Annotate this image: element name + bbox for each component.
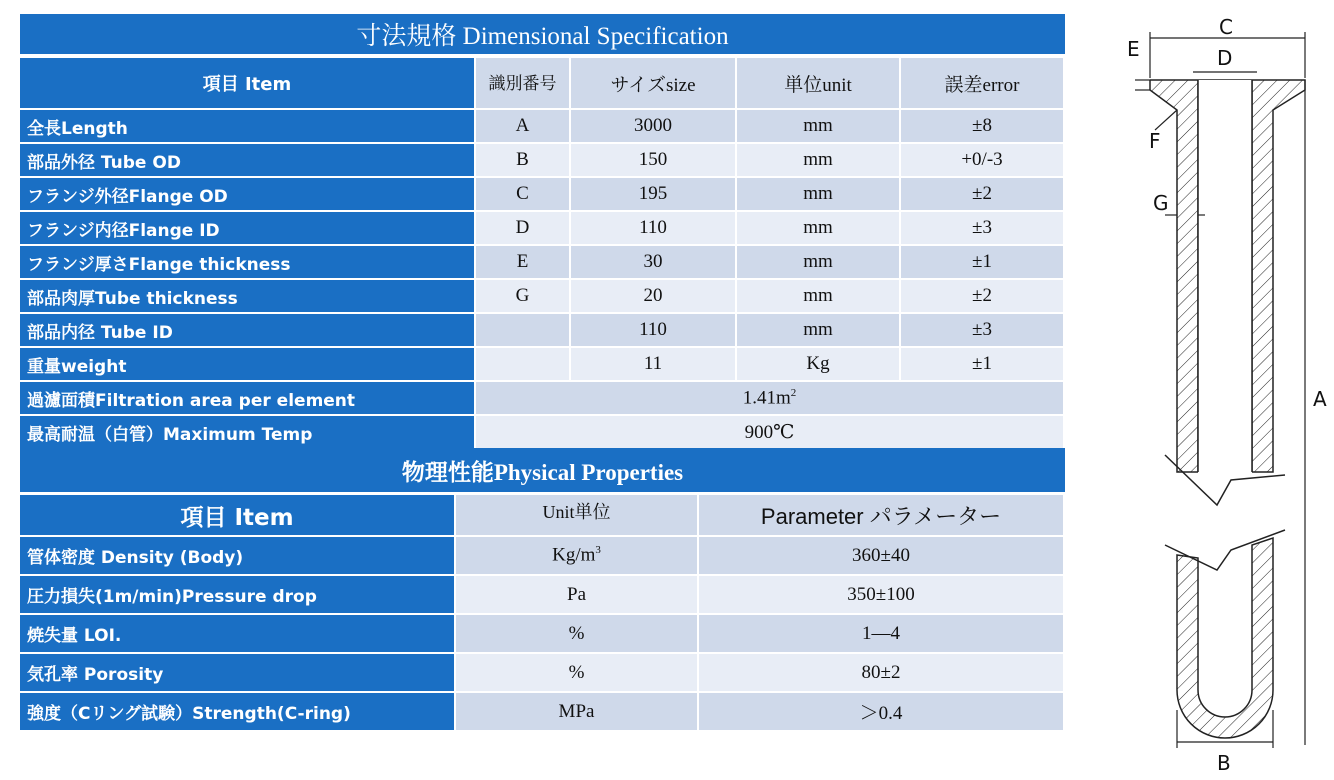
filtration-value-text: 1.41m (742, 387, 791, 409)
table-row (20, 110, 1065, 144)
table-row (20, 144, 1065, 178)
row-error: ±1 (901, 348, 1065, 382)
table-row (20, 576, 1065, 615)
header-error: 誤差error (901, 58, 1065, 110)
row-error: ±2 (901, 178, 1065, 212)
row-label: 強度（Cリング試験）Strength(C-ring) (20, 693, 456, 732)
row-param: 350±100 (699, 576, 1065, 615)
table-header-row (20, 495, 1065, 537)
label-b: B (1217, 751, 1231, 775)
table-row (20, 348, 1065, 382)
table-row (20, 615, 1065, 654)
dimensional-table (20, 58, 1065, 450)
header-param: Parameter パラメーター (699, 495, 1065, 537)
row-unit: mm (737, 246, 901, 280)
label-g: G (1153, 191, 1169, 215)
row-label: フランジ外径Flange OD (20, 178, 476, 212)
row-size: 11 (571, 348, 737, 382)
dimensional-title: 寸法規格 Dimensional Specification (20, 14, 1065, 54)
row-id (476, 348, 571, 382)
row-label: 最高耐温（白管）Maximum Temp (20, 416, 476, 450)
header-unit: 単位unit (737, 58, 901, 110)
tube-outline (1150, 80, 1305, 738)
row-unit: Kg (737, 348, 901, 382)
row-label: 過濾面積Filtration area per element (20, 382, 476, 416)
row-size: 110 (571, 314, 737, 348)
row-id: A (476, 110, 571, 144)
row-error: ±1 (901, 246, 1065, 280)
max-temp-value: 900℃ (476, 416, 1065, 450)
row-error: ±3 (901, 314, 1065, 348)
row-unit: mm (737, 212, 901, 246)
row-unit: mm (737, 144, 901, 178)
row-unit-sup: 3 (595, 544, 601, 557)
row-label: フランジ厚さFlange thickness (20, 246, 476, 280)
row-label: 部品外径 Tube OD (20, 144, 476, 178)
row-id: B (476, 144, 571, 178)
table-row (20, 178, 1065, 212)
row-size: 30 (571, 246, 737, 280)
label-e: E (1127, 37, 1140, 61)
row-unit (456, 537, 699, 576)
table-row (20, 537, 1065, 576)
row-label: 気孔率 Porosity (20, 654, 456, 693)
label-c: C (1219, 15, 1233, 39)
physical-table (20, 495, 1065, 732)
filtration-value (476, 382, 1065, 416)
row-unit: mm (737, 178, 901, 212)
row-id: D (476, 212, 571, 246)
filtration-sup: 2 (790, 386, 797, 399)
row-param: ＞0.4 (699, 693, 1065, 732)
row-size: 195 (571, 178, 737, 212)
table-row (20, 280, 1065, 314)
row-unit-text: Kg/m (552, 544, 596, 566)
row-id: E (476, 246, 571, 280)
row-id: C (476, 178, 571, 212)
table-row (20, 654, 1065, 693)
row-size: 150 (571, 144, 737, 178)
row-unit: mm (737, 110, 901, 144)
row-label: 圧力損失(1m/min)Pressure drop (20, 576, 456, 615)
row-error: ±8 (901, 110, 1065, 144)
label-d: D (1217, 46, 1233, 70)
table-row-max-temp (20, 416, 1065, 450)
tube-diagram (1105, 10, 1325, 775)
row-label: 全長Length (20, 110, 476, 144)
label-f: F (1149, 129, 1161, 153)
table-row-filtration (20, 382, 1065, 416)
row-id: G (476, 280, 571, 314)
header-size: サイズsize (571, 58, 737, 110)
row-label: 管体密度 Density (Body) (20, 537, 456, 576)
header-item: 項目 Item (20, 495, 456, 537)
table-row (20, 246, 1065, 280)
table-row (20, 212, 1065, 246)
table-header-row (20, 58, 1065, 110)
row-error: +0/-3 (901, 144, 1065, 178)
row-param: 80±2 (699, 654, 1065, 693)
row-label: フランジ内径Flange ID (20, 212, 476, 246)
row-size: 3000 (571, 110, 737, 144)
header-unit: Unit単位 (456, 495, 699, 537)
physical-title: 物理性能Physical Properties (20, 448, 1065, 492)
row-error: ±2 (901, 280, 1065, 314)
row-param: 360±40 (699, 537, 1065, 576)
row-size: 110 (571, 212, 737, 246)
label-a: A (1313, 387, 1327, 411)
row-unit: Pa (456, 576, 699, 615)
row-size: 20 (571, 280, 737, 314)
row-unit: MPa (456, 693, 699, 732)
row-error: ±3 (901, 212, 1065, 246)
row-unit: % (456, 654, 699, 693)
header-id: 識別番号 (476, 58, 571, 110)
row-label: 部品内径 Tube ID (20, 314, 476, 348)
row-label: 部品肉厚Tube thickness (20, 280, 476, 314)
row-label: 焼失量 LOI. (20, 615, 456, 654)
row-param: 1—4 (699, 615, 1065, 654)
row-id (476, 314, 571, 348)
row-unit: % (456, 615, 699, 654)
table-row (20, 693, 1065, 732)
table-row (20, 314, 1065, 348)
header-item: 項目 Item (20, 58, 476, 110)
row-unit: mm (737, 280, 901, 314)
row-unit: mm (737, 314, 901, 348)
row-label: 重量weight (20, 348, 476, 382)
